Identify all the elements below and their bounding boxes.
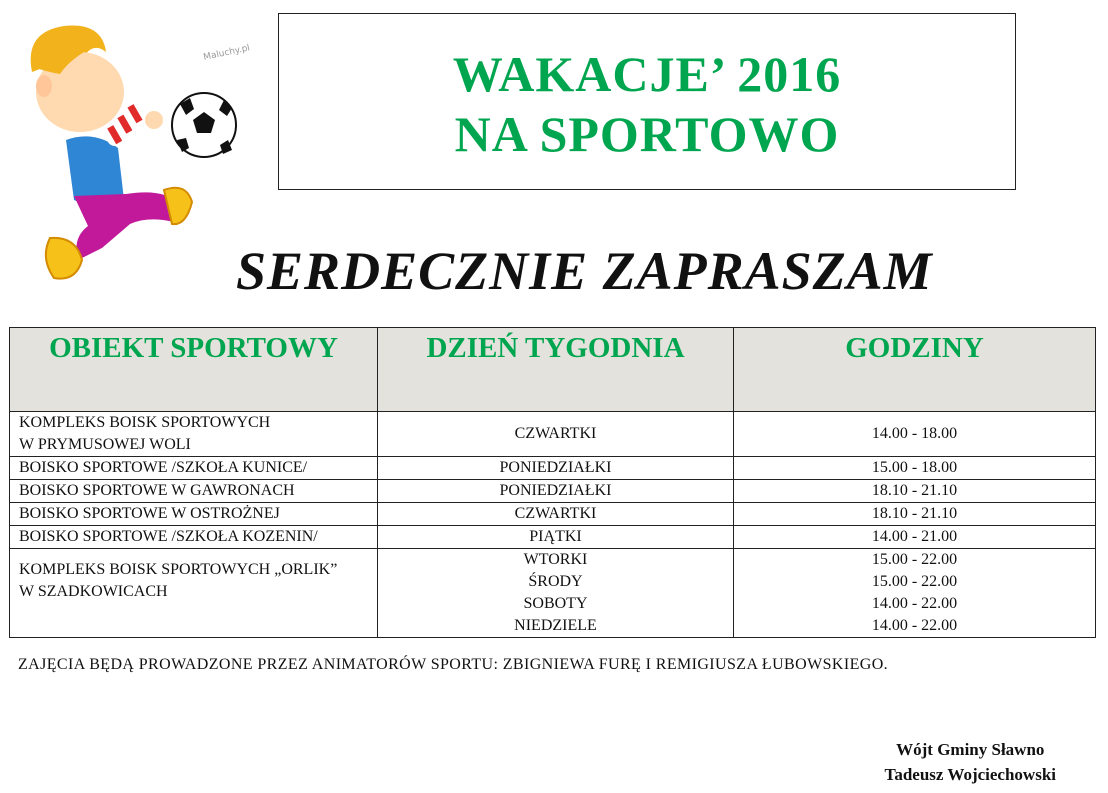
hours-line: 14.00 - 22.00	[871, 595, 958, 612]
venue-line: W PRYMUSOWEJ WOLI	[19, 436, 191, 453]
column-header-day: DZIEŃ TYGODNIA	[378, 328, 734, 412]
hours-cell	[734, 549, 1096, 638]
hours-cell: 14.00 - 21.00	[734, 526, 1096, 549]
day-cell: PIĄTKI	[378, 526, 734, 549]
hours-line: 15.00 - 22.00	[871, 551, 958, 568]
day-cell: CZWARTKI	[378, 412, 734, 457]
column-header-hours: GODZINY	[734, 328, 1096, 412]
hours-cell: 15.00 - 18.00	[734, 457, 1096, 480]
day-line: NIEDZIELE	[514, 617, 597, 634]
venue-line: KOMPLEKS BOISK SPORTOWYCH „ORLIK”	[19, 561, 338, 578]
day-cell: CZWARTKI	[378, 503, 734, 526]
football-icon	[172, 93, 236, 157]
venue-cell	[10, 412, 378, 457]
day-line: SOBOTY	[523, 595, 588, 612]
table-row	[10, 526, 1096, 549]
table-row	[10, 457, 1096, 480]
watermark-text: Maluchy.pl	[202, 43, 251, 63]
venue-line: W SZADKOWICACH	[19, 583, 168, 600]
signature-name: Tadeusz Wojciechowski	[884, 765, 1056, 784]
hours-line: 14.00 - 22.00	[871, 617, 958, 634]
hours-line: 15.00 - 22.00	[871, 573, 958, 590]
table-header-row	[10, 328, 1096, 412]
hours-cell: 14.00 - 18.00	[734, 412, 1096, 457]
day-line: ŚRODY	[528, 573, 583, 590]
table-row	[10, 503, 1096, 526]
instructors-note: ZAJĘCIA BĘDĄ PROWADZONE PRZEZ ANIMATORÓW SPORTU: ZBIGNIEWA FURĘ I REMIGIUSZA ŁUBOWSKIEGO.	[18, 656, 889, 673]
signature-block	[885, 737, 1056, 787]
column-header-venue: OBIEKT SPORTOWY	[10, 328, 378, 412]
table-row	[10, 480, 1096, 503]
venue-line: KOMPLEKS BOISK SPORTOWYCH	[19, 414, 271, 431]
venue-cell: BOISKO SPORTOWE W GAWRONACH	[10, 480, 378, 503]
day-cell	[378, 549, 734, 638]
signature-title: Wójt Gminy Sławno	[896, 740, 1045, 759]
venue-cell: BOISKO SPORTOWE /SZKOŁA KOZENIN/	[10, 526, 378, 549]
schedule-table	[9, 327, 1096, 638]
hours-cell: 18.10 - 21.10	[734, 503, 1096, 526]
title-line-2: NA SPORTOWO	[454, 106, 840, 162]
venue-cell: BOISKO SPORTOWE W OSTROŻNEJ	[10, 503, 378, 526]
day-cell: PONIEDZIAŁKI	[378, 480, 734, 503]
title-box	[278, 13, 1016, 190]
hours-cell: 18.10 - 21.10	[734, 480, 1096, 503]
table-row	[10, 549, 1096, 638]
boy-football-illustration	[14, 12, 251, 296]
venue-cell: BOISKO SPORTOWE /SZKOŁA KUNICE/	[10, 457, 378, 480]
day-cell: PONIEDZIAŁKI	[378, 457, 734, 480]
title-line-1: WAKACJE’ 2016	[452, 46, 842, 102]
venue-cell	[10, 549, 378, 638]
day-line: WTORKI	[523, 551, 588, 568]
table-row	[10, 412, 1096, 457]
invitation-heading: SERDECZNIE ZAPRASZAM	[236, 241, 933, 301]
